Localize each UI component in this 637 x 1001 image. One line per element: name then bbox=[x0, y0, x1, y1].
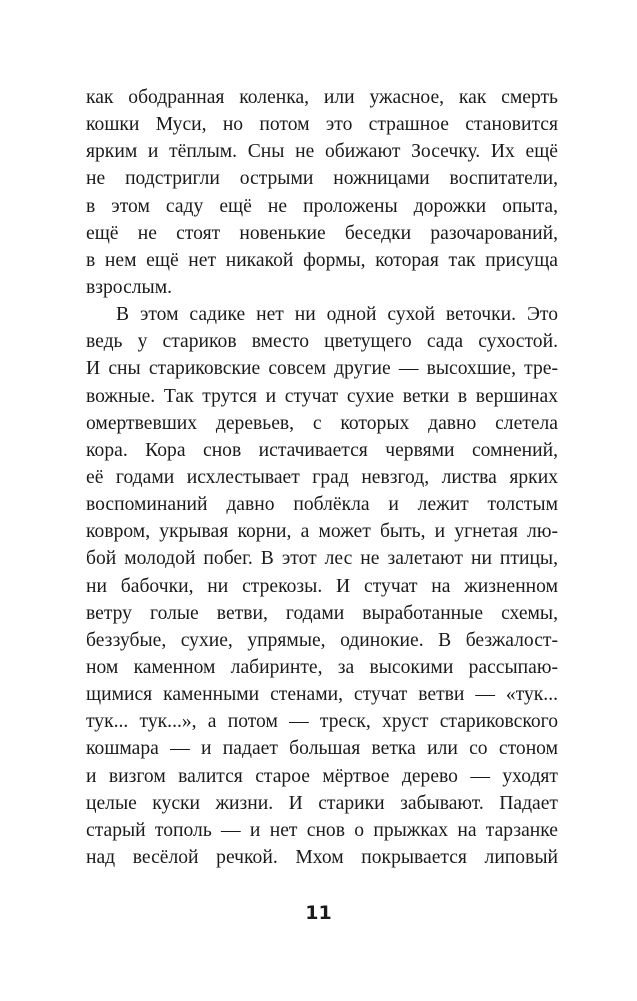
text-line: ни бабочки, ни стрекозы. И стучат на жизненном bbox=[86, 575, 558, 597]
text-line: щимися каменными стенами, стучат ветви — «тук... bbox=[86, 684, 558, 706]
text-line: над весёлой речкой. Мхом покрывается липовый bbox=[86, 846, 558, 868]
text-line: ном каменном лабиринте, за высокими рассыпаю- bbox=[86, 656, 558, 678]
text-line: ведь у стариков вместо цветущего сада сухостой. bbox=[86, 331, 558, 353]
text-line: кора. Кора снов истачивается червями сомнений, bbox=[86, 439, 558, 461]
text-line: её годами исхлестывает град невзгод, листва ярких bbox=[86, 466, 558, 488]
text-line: воспоминаний давно поблёкла и лежит толстым bbox=[86, 494, 558, 516]
body-text bbox=[86, 84, 558, 871]
text-line: не подстригли острыми ножницами воспитатели, bbox=[86, 168, 558, 190]
text-line: бой молодой побег. В этот лес не залетают ни птицы, bbox=[86, 548, 558, 570]
text-line: и визгом валится старое мёртвое дерево — уходят bbox=[86, 765, 558, 787]
text-line: И сны стариковские совсем другие — высохшие, тре- bbox=[86, 358, 558, 380]
text-line: беззубые, сухие, упрямые, одинокие. В безжалост- bbox=[86, 629, 558, 651]
text-line: вожные. Так трутся и стучат сухие ветки в вершинах bbox=[86, 385, 558, 407]
text-line: кошмара — и падает большая ветка или со стоном bbox=[86, 738, 558, 760]
text-line: В этом садике нет ни одной сухой веточки. Это bbox=[116, 304, 558, 326]
text-line: ещё не стоят новенькие беседки разочарований, bbox=[86, 222, 558, 244]
text-line: в нем ещё нет никакой формы, которая так присуща bbox=[86, 249, 558, 271]
text-line: как ободранная коленка, или ужасное, как смерть bbox=[86, 87, 558, 108]
text-line: старый тополь — и нет снов о прыжках на тарзанке bbox=[86, 819, 558, 841]
text-line: омертвевших деревьев, с которых давно слетела bbox=[86, 412, 558, 434]
text-line: ветру голые ветви, годами выработанные схемы, bbox=[86, 602, 558, 624]
text-line: кошки Муси, но потом это страшное становится bbox=[86, 114, 558, 136]
text-line: взрослым. bbox=[86, 276, 173, 298]
text-line: в этом саду ещё не проложены дорожки опыта, bbox=[86, 195, 558, 217]
text-line: ковром, укрывая корни, а может быть, и угнетая лю- bbox=[86, 521, 558, 543]
text-line: целые куски жизни. И старики забывают. Падает bbox=[86, 792, 558, 814]
page-number: 11 bbox=[305, 902, 332, 924]
text-line: ярким и тёплым. Сны не обижают Зосечку. Их ещё bbox=[86, 141, 558, 163]
text-line: тук... тук...», а потом — треск, хруст стариковского bbox=[86, 711, 558, 733]
